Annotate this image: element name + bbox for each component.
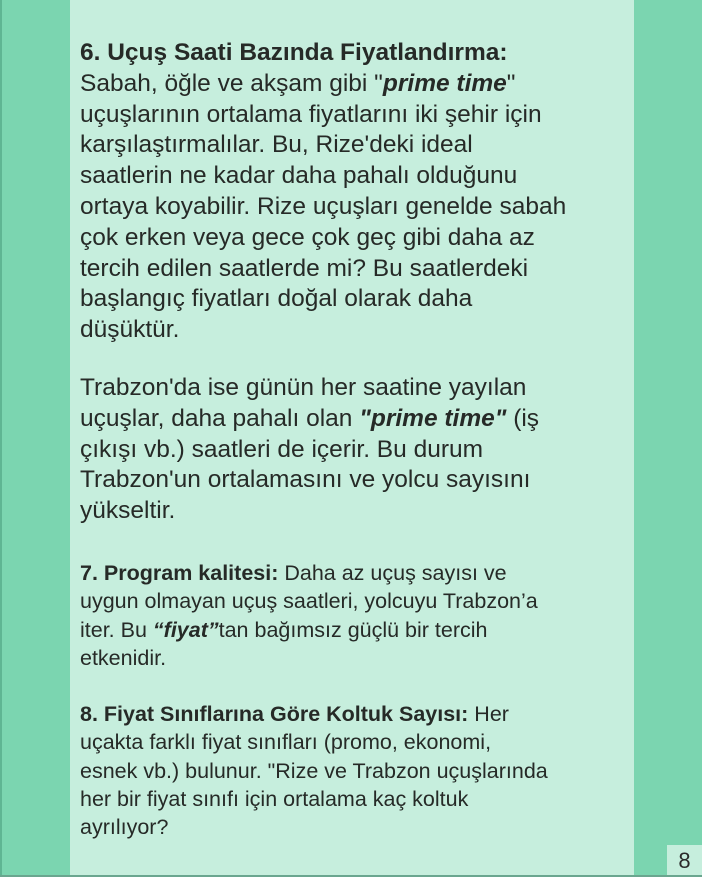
text-line: karşılaştırmalılar. Bu, Rize'deki ideal: [80, 131, 473, 159]
right-sidebar-band: [634, 0, 702, 877]
text-line: esnek vb.) bulunur. "Rize ve Trabzon uçuşlarında: [80, 758, 548, 783]
text-line: başlangıç fiyatları doğal olarak daha: [80, 285, 473, 313]
text-line: uygun olmayan uçuş saatleri, yolcuyu Trabzon’a: [80, 589, 538, 614]
text-line: tercih edilen saatlerde mi? Bu saatlerdeki: [80, 254, 529, 282]
section-6-continued: [80, 373, 634, 527]
text-line: uçuşlarının ortalama fiyatlarını iki şehir için: [80, 100, 542, 128]
text-line: iter. Bu “fiyat”tan bağımsız güçlü bir tercih: [80, 617, 488, 642]
page-content: [70, 0, 634, 877]
text-line: 8. Fiyat Sınıflarına Göre Koltuk Sayısı: Her: [80, 702, 509, 727]
text-line: etkenidir.: [80, 645, 167, 670]
emphasis: prime time: [382, 69, 507, 97]
text-line: ayrılıyor?: [80, 815, 169, 840]
emphasis: “fiyat”: [152, 617, 219, 642]
text-line: ortaya koyabilir. Rize uçuşları genelde sabah: [80, 192, 567, 220]
text-line: saatlerin ne kadar daha pahalı olduğunu: [80, 162, 518, 190]
text-line: yükseltir.: [80, 497, 176, 525]
text-line: uçakta farklı fiyat sınıfları (promo, ekonomi,: [80, 730, 492, 755]
text-line: 7. Program kalitesi: Daha az uçuş sayısı ve: [80, 560, 507, 585]
section-heading: 6. Uçuş Saati Bazında Fiyatlandırma:: [80, 39, 508, 66]
text-line: çıkışı vb.) saatleri de içerir. Bu durum: [80, 435, 484, 463]
section-6: [80, 38, 634, 346]
text-line: uçuşlar, daha pahalı olan "prime time" (iş: [80, 404, 540, 432]
left-sidebar-band: [0, 0, 70, 877]
text-line: Sabah, öğle ve akşam gibi "prime time": [80, 69, 516, 97]
section-7: [80, 559, 634, 672]
text-line: her bir fiyat sınıfı için ortalama kaç koltuk: [80, 787, 469, 812]
page-number: 8: [667, 845, 702, 877]
text-line: çok erken veya gece çok geç gibi daha az: [80, 223, 535, 251]
section-heading: 8. Fiyat Sınıflarına Göre Koltuk Sayısı:: [80, 702, 469, 727]
text-line: Trabzon'da ise günün her saatine yayılan: [80, 373, 527, 401]
section-8: [80, 700, 634, 841]
text-line: düşüktür.: [80, 316, 180, 344]
text-line: Trabzon'un ortalamasını ve yolcu sayısını: [80, 466, 531, 494]
emphasis: "prime time": [359, 404, 507, 432]
section-heading: 7. Program kalitesi:: [80, 560, 279, 585]
